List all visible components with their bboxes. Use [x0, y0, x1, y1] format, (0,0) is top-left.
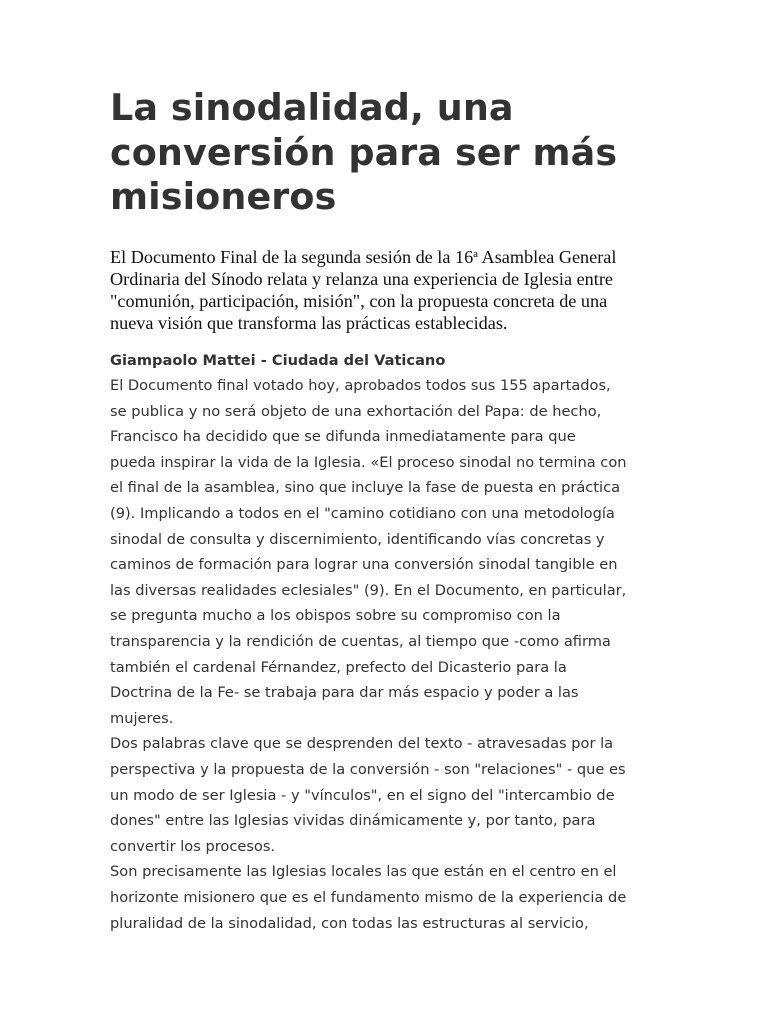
lead-line-1-text-end: Asamblea General	[478, 246, 617, 267]
lead-line	[110, 246, 670, 268]
paragraph-line: caminos de formación para lograr una conversión sinodal tangible en	[110, 556, 618, 574]
paragraph-line: transparencia y la rendición de cuentas, al tiempo que -como afirma	[110, 633, 611, 651]
body-paragraph-1	[110, 373, 670, 731]
paragraph-line: un modo de ser Iglesia - y "vínculos", en el signo del "intercambio de	[110, 786, 615, 804]
lead-line-1-text: El Documento Final de la segunda sesión de la 16	[110, 246, 474, 267]
lead-line: Ordinaria del Sínodo relata y relanza una experiencia de Iglesia entre	[110, 268, 613, 289]
paragraph-line: (9). Implicando a todos en el "camino cotidiano con una metodología	[110, 505, 615, 523]
paragraph-line: Doctrina de la Fe- se trabaja para dar más espacio y poder a las	[110, 684, 579, 702]
paragraph-line: se pregunta mucho a los obispos sobre su compromiso con la	[110, 607, 561, 625]
paragraph-line: convertir los procesos.	[110, 837, 276, 855]
paragraph-line: el final de la asamblea, sino que incluye la fase de puesta en práctica	[110, 479, 621, 497]
paragraph-line: se publica y no será objeto de una exhortación del Papa: de hecho,	[110, 402, 602, 420]
title-line: La sinodalidad, una	[110, 86, 514, 129]
article	[110, 86, 670, 936]
lead-line: "comunión, participación, misión", con la propuesta concreta de una	[110, 290, 608, 311]
body-paragraph-3	[110, 859, 670, 936]
ordinal-superscript: a	[473, 247, 479, 260]
article-lead	[110, 246, 670, 334]
paragraph-line: pluralidad de la sinodalidad, con todas las estructuras al servicio,	[110, 914, 589, 932]
paragraph-line: horizonte misionero que es el fundamento mismo de la experiencia de	[110, 888, 627, 906]
paragraph-line: pueda inspirar la vida de la Iglesia. «El proceso sinodal no termina con	[110, 453, 627, 471]
paragraph-line: sinodal de consulta y discernimiento, identificando vías concretas y	[110, 530, 605, 548]
paragraph-line: las diversas realidades eclesiales" (9). En el Documento, en particular,	[110, 581, 627, 599]
author-byline: Giampaolo Mattei - Ciudada del Vaticano	[110, 351, 446, 369]
title-line: conversión para ser más	[110, 130, 618, 174]
paragraph-line: mujeres.	[110, 709, 174, 727]
paragraph-line: perspectiva y la propuesta de la conversión - son "relaciones" - que es	[110, 761, 626, 778]
paragraph-line: El Documento final votado hoy, aprobados todos sus 155 apartados,	[110, 377, 611, 395]
paragraph-line: Francisco ha decidido que se difunda inmediatamente para que	[110, 428, 576, 446]
body-paragraph-2	[110, 731, 670, 859]
paragraph-line: también el cardenal Férnandez, prefecto del Dicasterio para la	[110, 658, 567, 676]
paragraph-line: dones" entre las Iglesias vividas dinámicamente y, por tanto, para	[110, 812, 596, 830]
article-title	[110, 86, 670, 220]
paragraph-line: Dos palabras clave que se desprenden del texto - atravesadas por la	[110, 735, 614, 753]
lead-line: nueva visión que transforma las prácticas establecidas.	[110, 312, 508, 333]
title-line: misioneros	[110, 175, 337, 218]
paragraph-line: Son precisamente las Iglesias locales las que están en el centro en el	[110, 863, 617, 881]
